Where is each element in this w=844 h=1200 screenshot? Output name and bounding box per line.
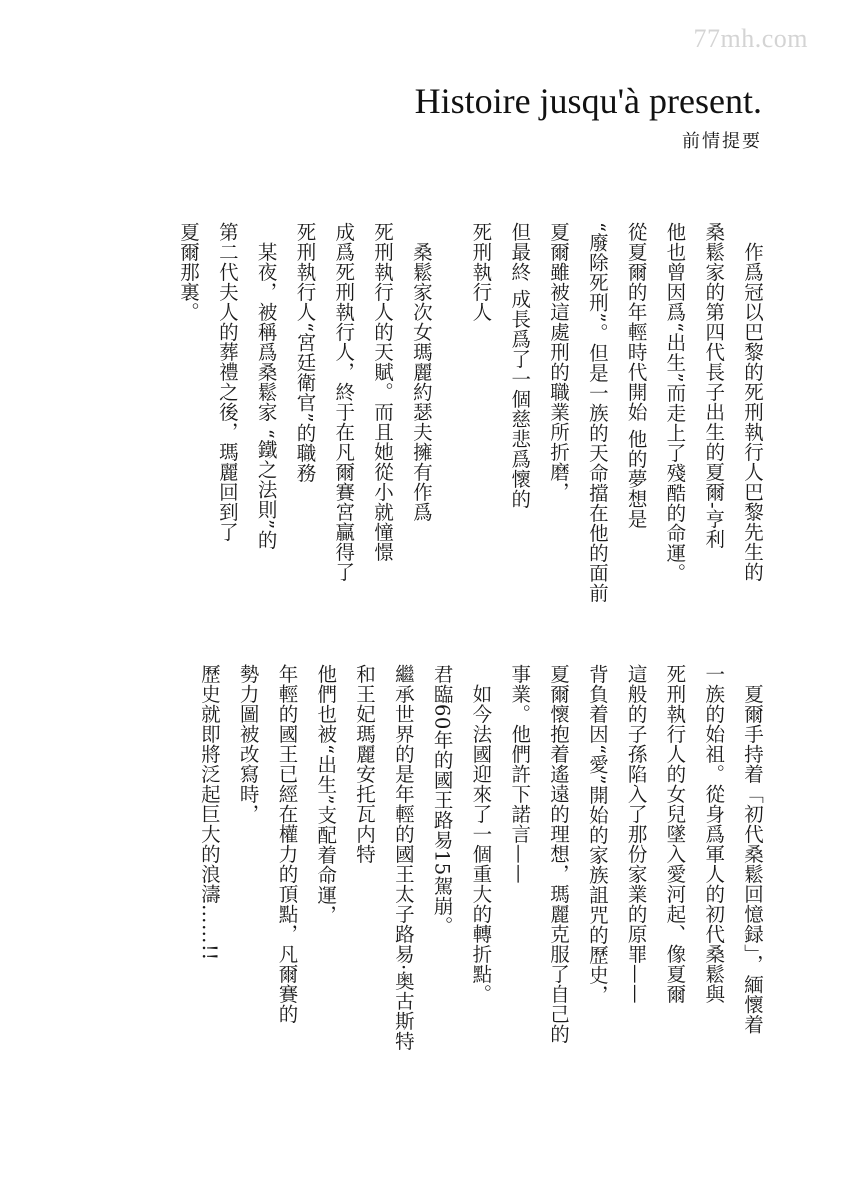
text-column: 背負着因“愛”開始的家族詛咒的歷史， — [585, 664, 609, 1005]
text-column: 某夜，被稱爲桑鬆家 “鐵之法則”的 — [254, 241, 278, 550]
text-column: 如今法國迎來了一個重大的轉折點。 — [469, 683, 493, 1004]
text-column: 死刑執行人的女兒墜入愛河起、像夏爾 — [663, 664, 687, 1004]
text-column: 他也曾因爲“出生”而走上了殘酷的命運。 — [663, 222, 687, 583]
text-column: 夏爾雖被這處刑的職業所折磨， — [547, 222, 571, 502]
text-column: 繼承世界的是年輕的國王太子路易·奥古斯特 — [391, 664, 415, 1051]
text-column: “廢除死刑”。但是一族的天命擋在他的面前 — [585, 222, 609, 603]
watermark-text: 77mh.com — [693, 24, 808, 53]
text-column: 桑鬆家次女瑪麗約瑟夫擁有作爲 — [409, 241, 433, 522]
page-subtitle: 前情提要 — [682, 131, 762, 152]
text-block-top — [122, 222, 762, 622]
text-column: 夏爾那裏。 — [177, 222, 201, 322]
text-column: 一族的始祖。從身爲軍人的初代桑鬆與 — [702, 664, 726, 1004]
page-title: Histoire jusqu'à present. — [414, 81, 762, 121]
text-column: 死刑執行人的天賦。而且她從小就憧憬 — [371, 222, 395, 562]
text-column: 君臨60年的國王路易15駕崩。 — [430, 664, 454, 936]
text-column: 和王妃瑪麗安托瓦内特 — [353, 664, 377, 864]
text-column: 年輕的國王已經在權力的頂點，凡爾賽的 — [275, 664, 299, 1024]
text-column: 這般的子孫陷入了那份家業的原罪—— — [624, 664, 648, 1004]
text-column: 死刑執行人“宮廷衛官”的職務 — [293, 222, 317, 483]
text-block-bottom — [122, 664, 764, 1051]
text-column: 事業。他們許下諾言—— — [508, 664, 532, 884]
text-column: 歷史就即將泛起巨大的浪濤……!! — [197, 664, 221, 961]
text-column: 夏爾手持着「初代桑鬆回憶録」，緬懷着 — [741, 683, 764, 1034]
text-column: 作爲冠以巴黎的死刑執行人巴黎先生的 — [741, 241, 764, 582]
text-column: 第二代夫人的葬禮之後，瑪麗回到了 — [215, 222, 239, 542]
text-column: 從夏爾的年輕時代開始 他的夢想是 — [624, 222, 648, 529]
text-column: 他們也被“出生”支配着命運， — [314, 664, 338, 925]
text-column: 成爲死刑執行人，終于在凡爾賽宮贏得了 — [332, 222, 356, 582]
text-column: 勢力圖被改寫時， — [236, 664, 260, 824]
text-column: 夏爾懷抱着遙遠的理想，瑪麗克服了自己的 — [547, 664, 571, 1044]
text-column: 但最終 成長爲了一個慈悲爲懷的 — [508, 222, 532, 509]
text-column: 桑鬆家的第四代長子出生的夏爾-亨利 — [702, 222, 726, 550]
text-column: 死刑執行人 — [469, 222, 493, 322]
